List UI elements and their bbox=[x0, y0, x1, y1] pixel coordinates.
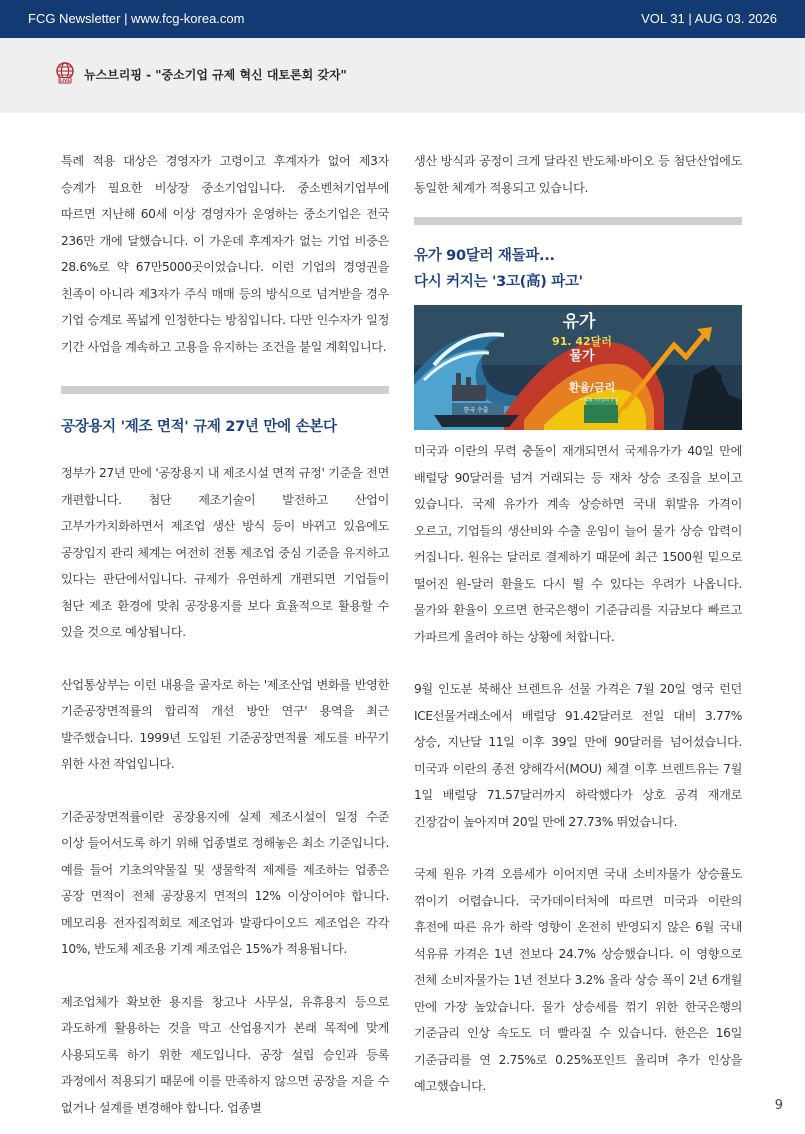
globe-icon bbox=[55, 62, 75, 84]
paragraph: 산업통상부는 이런 내용을 골자로 하는 '제조산업 변화를 반영한 기준공장면적률의 합리적 개선 방안 연구' 용역을 최근 발주했습니다. 1999년 도입된 기준공장면적률 제도를 바꾸기 위한 사전 작업입니다. bbox=[61, 677, 389, 771]
illustration-label-fx-rate: 환율/금리 bbox=[568, 381, 616, 394]
section-divider bbox=[61, 386, 389, 394]
heading-line: 다시 커지는 '3고(高) 파고' bbox=[414, 274, 583, 290]
paragraph: 정부가 27년 만에 '공장용지 내 제조시설 면적 규정' 기준을 전면 개편합니다. 첨단 제조기술이 발전하고 산업이 고부가가치화하면서 제조업 생산 방식 등이 바뀌고 있음에도 공장입지 관리 체계는 여전히 전통 제조업 중심 기준을 유지하고 있다는 판단에서입니다. 규제가 유연하게 개편되면 기업들이 첨단 제조 환경에 맞춰 공장용지를 보다 효율적으로 활용할 수 있을 것으로 예상됩니다. bbox=[61, 466, 389, 639]
newsletter-header-bar bbox=[0, 0, 805, 38]
illustration-label-price: 91. 42달러 bbox=[552, 335, 612, 348]
paragraph: 특례 적용 대상은 경영자가 고령이고 후계자가 없어 제3자 승계가 필요한 비상장 중소기업입니다. 중소벤처기업부에 따르면 지난해 60세 이상 경영자가 운영하는 중소기업은 전국 236만 개에 달했습니다. 이 가운데 후계자가 없는 기업 비중은 28.6%로 약 67만5000곳이었습니다. 이런 기업의 경영권을 친족이 아니라 제3자가 주식 매매 등의 방식으로 넘겨받을 경우 기업 승계로 폭넓게 인정한다는 방침입니다. 다만 인수자가 일정 기간 사업을 계속하고 고용을 유지하는 조건을 붙일 계획입니다. bbox=[61, 154, 389, 354]
section-subheader bbox=[0, 38, 805, 113]
paragraph: 생산 방식과 공정이 크게 달라진 반도체·바이오 등 첨단산업에도 동일한 체계가 적용되고 있습니다. bbox=[414, 154, 742, 195]
paragraph: 미국과 이란의 무력 충돌이 재개되면서 국제유가가 40일 만에 배럴당 90달러를 넘겨 거래되는 등 재차 상승 조짐을 보이고 있습니다. 국제 유가가 계속 상승하면 국내 휘발유 가격이 오르고, 기업들의 생산비와 수출 운임이 늘어 물가 상승 압력이 커집니다. 원유는 달러로 결제하기 때문에 최근 1500원 밑으로 떨어진 원-달러 환율도 다시 뛸 수 있다는 우려가 나옵니다. 물가와 환율이 오르면 한국은행이 기준금리를 지금보다 빠르고 가파르게 올려야 하는 상황에 처합니다. bbox=[414, 444, 742, 644]
page-number: 9 bbox=[774, 1098, 783, 1113]
paragraph: 국제 원유 가격 오름세가 이어지면 국내 소비자물가 상승률도 꺾이기 어렵습니다. 국가데이터처에 따르면 미국과 이란의 휴전에 따른 유가 하락 영향이 온전히 반영되지 않은 6월 국내 석유류 가격은 1년 전보다 24.7% 상승했습니다. 이 영향으로 전체 소비자물가는 1년 전보다 3.2% 올라 상승 폭이 2년 6개월 만에 가장 높았습니다. 물가 상승세를 꺾기 위한 한국은행의 기준금리 인상 속도도 더 빨라질 수 있습니다. 한은은 16일 기준금리를 연 2.75%로 0.25%포인트 올리며 추가 인상을 예고했습니다. bbox=[414, 867, 742, 1093]
illustration-label-export: 한국 수출 bbox=[463, 407, 489, 414]
section-divider bbox=[414, 217, 742, 225]
article-illustration bbox=[414, 305, 742, 430]
article-heading: 공장용지 '제조 면적' 규제 27년 만에 손본다 bbox=[61, 419, 337, 435]
illustration-label-oil: 유가 bbox=[562, 312, 596, 332]
article-heading bbox=[414, 243, 742, 295]
briefing-title: 뉴스브리핑 - "중소기업 규제 혁신 대토론회 갖자" bbox=[84, 68, 347, 82]
svg-text:LIVE: LIVE bbox=[59, 78, 71, 83]
illustration-label-inflation: 물가 bbox=[569, 349, 595, 364]
paragraph: 제조업체가 확보한 용지를 창고나 사무실, 유휴용지 등으로 과도하게 활용하는 것을 막고 산업용지가 본래 목적에 맞게 사용되도록 하기 위한 제도입니다. 공장 설립 승인과 등록 과정에서 적용되기 때문에 이를 만족하지 않으면 공장을 지을 수 없거나 설계를 변경해야 합니다. 업종별 bbox=[61, 994, 389, 1115]
left-column bbox=[61, 148, 389, 1121]
heading-line: 유가 90달러 재돌파... bbox=[414, 248, 555, 264]
paragraph: 기준공장면적률이란 공장용지에 실제 제조시설이 일정 수준 이상 들어서도록 하기 위해 업종별로 정해놓은 최소 기준입니다. 예를 들어 기초의약물질 및 생물학적 제제를 제조하는 업종은 공장 면적이 전체 공장용지 면적의 12% 이상이어야 합니다. 메모리용 전자집적회로 제조업과 발광다이오드 제조업은 각각 10%, 반도체 제조용 기계 제조업은 15%가 적용됩니다. bbox=[61, 809, 389, 956]
paragraph: 9월 인도분 북해산 브렌트유 선물 가격은 7월 20일 영국 런던 ICE선물거래소에서 배럴당 91.42달러로 전일 대비 3.77% 상승, 지난달 11일 이후 39일 만에 90달러를 넘어섰습니다. 미국과 이란의 종전 양해각서(MOU) 체결 이후 브렌트유는 7월 1일 배럴당 71.57달러까지 하락했다가 상호 공격 재개로 긴장감이 높아지며 20일 만에 27.73% 뛰었습니다. bbox=[414, 682, 742, 829]
right-column bbox=[414, 148, 742, 1100]
newsletter-site: FCG Newsletter | www.fcg-korea.com bbox=[28, 11, 245, 26]
issue-date: VOL 31 | AUG 03. 2026 bbox=[641, 11, 777, 26]
illustration-label-small: + 韓銀 기준금리 동결 bbox=[579, 397, 619, 402]
